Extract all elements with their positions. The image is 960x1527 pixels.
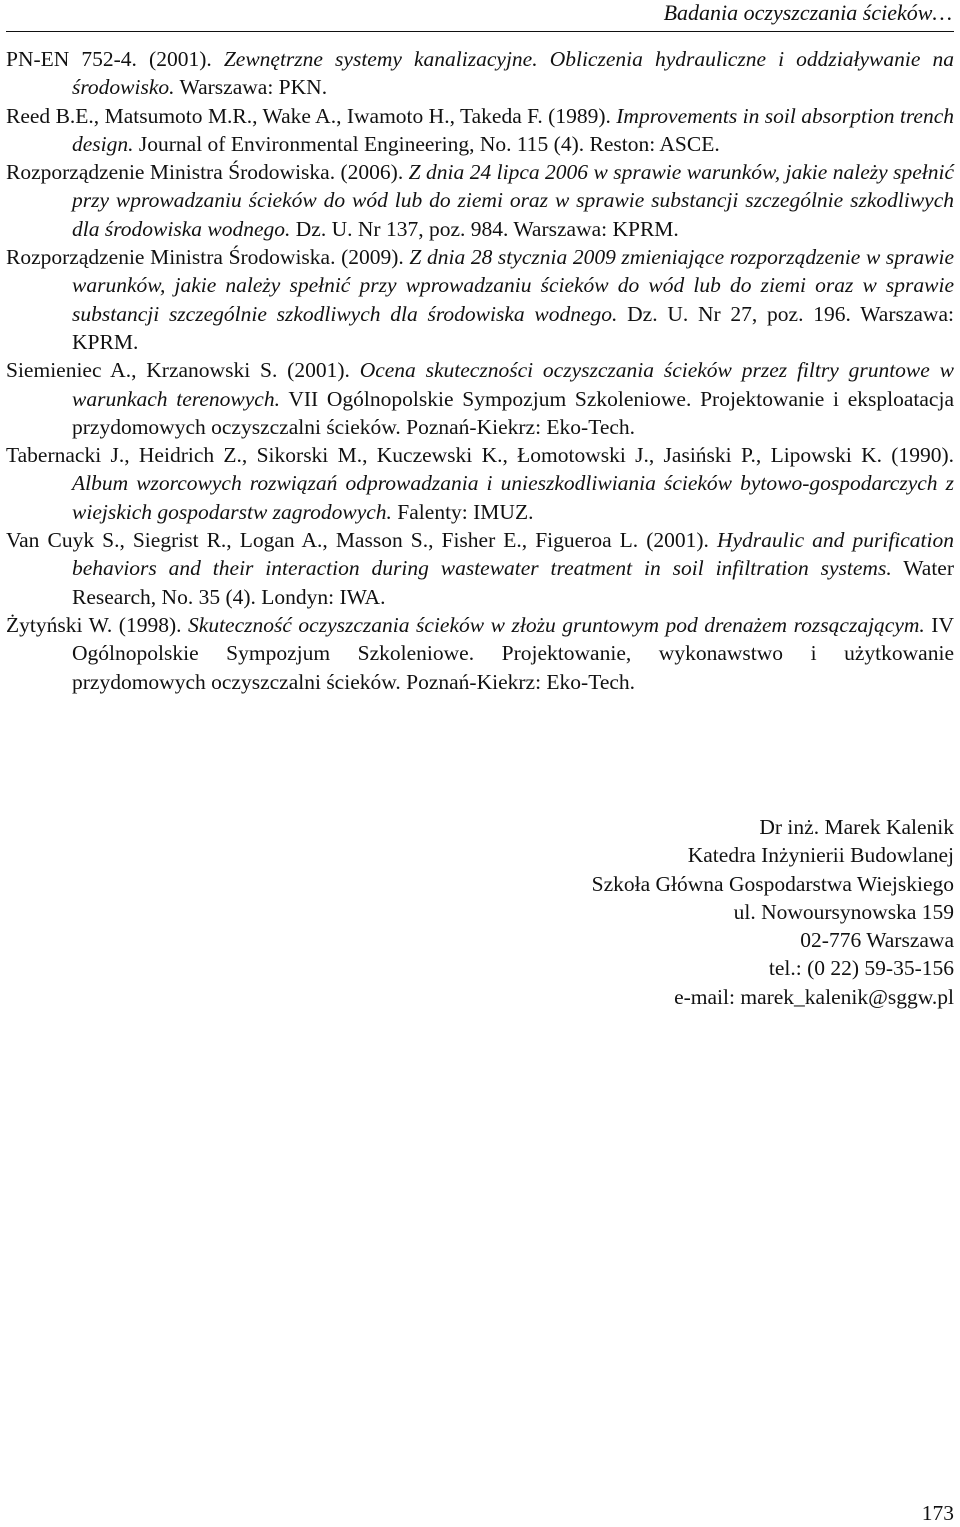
reference-authors: Rozporządzenie Ministra Środowiska. (2009). [6, 245, 410, 270]
author-university: Szkoła Główna Gospodarstwa Wiejskiego [591, 871, 954, 896]
reference-item [6, 158, 954, 243]
reference-list [6, 45, 954, 696]
reference-authors: PN-EN 752-4. (2001). [6, 47, 224, 71]
reference-item [6, 526, 954, 611]
author-department: Katedra Inżynierii Budowlanej [687, 843, 954, 868]
reference-title: Hydraulic and purification behaviors and their interaction during wastewater treatment in soil infiltration systems. [72, 528, 955, 581]
reference-item [6, 243, 954, 356]
reference-authors: Tabernacki J., Heidrich Z., Sikorski M., Kuczewski K., Łomotowski J., Jasiński P., Lipowski K. (1990). [6, 443, 954, 468]
reference-source: Water Research, No. 35 (4). Londyn: IWA. [72, 556, 954, 609]
reference-authors: Siemieniec A., Krzanowski S. (2001). [6, 358, 360, 383]
reference-authors: Reed B.E., Matsumoto M.R., Wake A., Iwamoto H., Takeda F. (1989). [6, 103, 617, 128]
running-head: Badania oczyszczania ścieków… [663, 0, 952, 25]
reference-item [6, 102, 954, 159]
reference-authors: Van Cuyk S., Siegrist R., Logan A., Masson S., Fisher E., Figueroa L. (2001). [6, 528, 717, 553]
reference-item [6, 611, 954, 696]
reference-title: Ocena skuteczności oczyszczania ścieków przez filtry gruntowe w warunkach terenowych. [72, 358, 954, 411]
reference-source: Dz. U. Nr 137, poz. 984. Warszawa: KPRM. [290, 216, 679, 241]
reference-title: Z dnia 24 lipca 2006 w sprawie warunków, jakie należy spełnić przy wprowadzaniu ścieków do wód lub do ziemi oraz w sprawie substancji szczególnie szkodliwych dla środowiska wodnego. [72, 160, 955, 241]
reference-title: Improvements in soil absorption trench design. [72, 103, 954, 156]
reference-source: Dz. U. Nr 27, poz. 196. Warszawa: KPRM. [72, 301, 954, 354]
author-signature-block [592, 813, 954, 1011]
reference-source: Falenty: IMUZ. [391, 499, 534, 524]
reference-item [6, 441, 954, 526]
page-number: 173 [921, 1501, 954, 1525]
author-street: ul. Nowoursynowska 159 [733, 899, 954, 924]
reference-title: Zewnętrzne systemy kanalizacyjne. Obliczenia hydrauliczne i oddziaływanie na środowisko. [72, 47, 954, 100]
reference-source: Journal of Environmental Engineering, No. 115 (4). Reston: ASCE. [133, 131, 720, 156]
reference-source: VII Ogólnopolskie Sympozjum Szkoleniowe. Projektowanie i eksploatacja przydomowych oczyszczalni ścieków. Poznań-Kiekrz: Eko-Tech. [72, 386, 954, 439]
reference-item [6, 45, 954, 102]
reference-source: Warszawa: PKN. [174, 75, 328, 100]
reference-title: Skuteczność oczyszczania ścieków w złożu gruntowym pod drenażem rozsączającym. [188, 612, 925, 637]
reference-authors: Żytyński W. (1998). [6, 612, 189, 637]
author-city: 02-776 Warszawa [800, 928, 954, 953]
author-email: e-mail: marek_kalenik@sggw.pl [674, 984, 954, 1009]
reference-source: IV Ogólnopolskie Sympozjum Szkoleniowe. Projektowanie, wykonawstwo i użytkowanie przydomowych oczyszczalni ścieków. Poznań-Kiekrz: Eko-Tech. [72, 612, 954, 694]
author-phone: tel.: (0 22) 59-35-156 [768, 956, 954, 981]
reference-title: Z dnia 28 stycznia 2009 zmieniające rozporządzenie w sprawie warunków, jakie należy spełnić przy wprowadzaniu ścieków do wód lub do ziemi oraz w sprawie substancji szczególnie szkodliwych dla środowiska wodnego. [72, 245, 954, 326]
header-divider [6, 31, 954, 32]
author-name: Dr inż. Marek Kalenik [759, 815, 954, 839]
reference-title: Album wzorcowych rozwiązań odprowadzania i unieszkodliwiania ścieków bytowo-gospodarczych z wiejskich gospodarstw zagrodowych. [72, 471, 954, 524]
reference-item [6, 356, 954, 441]
reference-authors: Rozporządzenie Ministra Środowiska. (2006). [6, 160, 409, 185]
